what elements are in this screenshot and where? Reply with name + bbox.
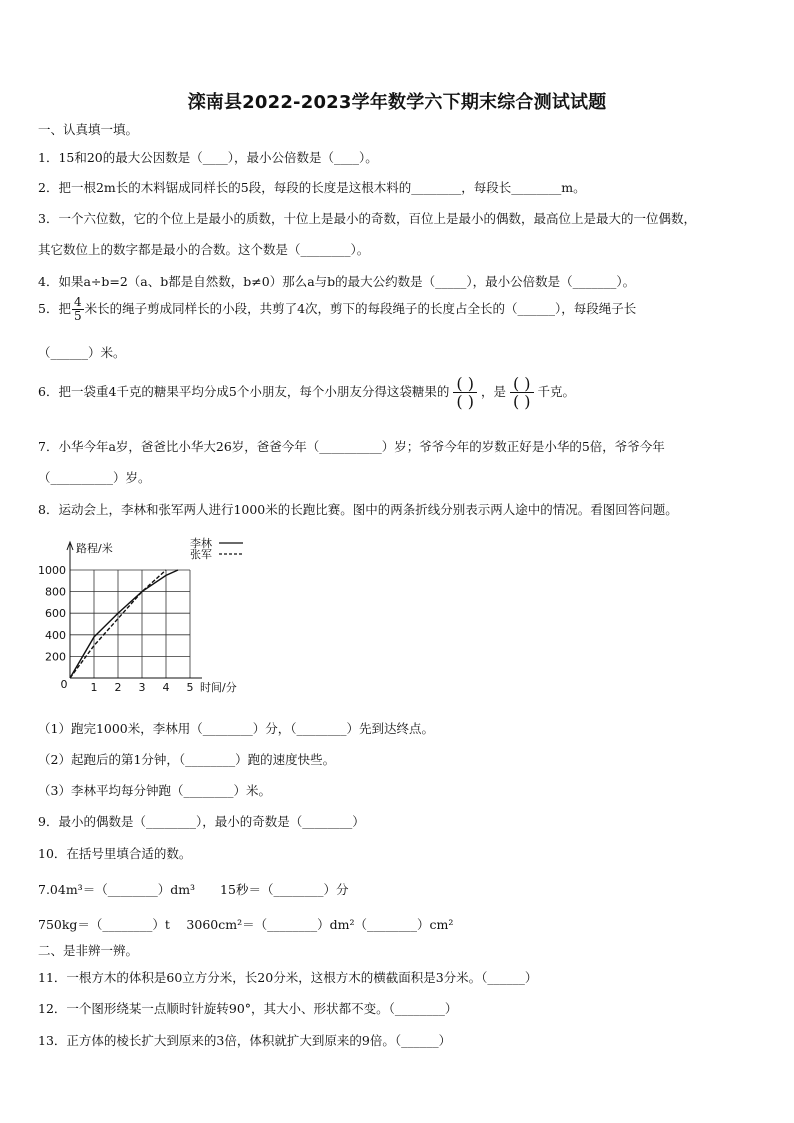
fraction-blank-denominator: ( ) (456, 392, 474, 411)
legend-label: 张军 (190, 548, 212, 561)
question-5-line-1 (38, 296, 636, 323)
x-tick-label: 1 (90, 681, 98, 694)
x-axis-label: 时间/分 (200, 681, 237, 694)
section-heading-2: 二、是非辨一辨。 (38, 943, 139, 958)
question-10: 10．在括号里填合适的数。 (38, 846, 192, 861)
question-13: 13．正方体的棱长扩大到原来的3倍，体积就扩大到原来的9倍。（______） (38, 1033, 452, 1048)
question-10-line-b: 750kg＝（________）t 3060cm²＝（________）dm²（________）cm² (38, 917, 454, 932)
question-2: 2．把一根2m长的木料锯成同样长的5段，每段的长度是这根木料的________，每段长________m。 (38, 180, 586, 195)
x-tick-label: 4 (162, 681, 170, 694)
question-11: 11．一根方木的体积是60立方分米，长20分米，这根方木的横截面积是3分米。（______） (38, 970, 538, 985)
question-6 (38, 375, 575, 410)
y-tick-label: 200 (45, 650, 66, 664)
question-8-3: （3）李林平均每分钟跑（________）米。 (38, 783, 271, 798)
question-9: 9．最小的偶数是（________），最小的奇数是（________） (38, 814, 365, 829)
question-8-2: （2）起跑后的第1分钟，（________）跑的速度快些。 (38, 752, 336, 767)
fraction-blank-numerator: ( ) (453, 375, 477, 393)
fraction-blank-1 (453, 375, 477, 410)
series-line-1 (70, 570, 178, 678)
q6-prefix: 6．把一袋重4千克的糖果平均分成5个小朋友，每个小朋友分得这袋糖果的 (38, 384, 450, 399)
race-line-chart (30, 530, 260, 700)
question-7-line-2: （__________）岁。 (38, 470, 151, 485)
y-tick-label: 800 (45, 585, 66, 599)
question-10-line-a: 7.04m³＝（________）dm³ 15秒＝（________）分 (38, 882, 349, 897)
page-title: 滦南县2022-2023学年数学六下期末综合测试试题 (187, 92, 607, 113)
question-8: 8．运动会上，李林和张军两人进行1000米的长跑比赛。图中的两条折线分别表示两人途中的情况。看图回答问题。 (38, 502, 678, 517)
y-tick-label: 400 (45, 628, 66, 642)
q5-suffix: 米长的绳子剪成同样长的小段，共剪了4次，剪下的每段绳子的长度占全长的（______），每段绳子长 (84, 301, 637, 316)
fraction-denominator: 5 (73, 309, 82, 323)
x-tick-label: 2 (114, 681, 122, 694)
q5-prefix: 5．把 (38, 301, 71, 316)
question-4: 4．如果a÷b=2（a、b都是自然数，b≠0）那么a与b的最大公约数是（_____），最小公倍数是（_______）。 (38, 274, 636, 289)
q6-mid: ，是 (480, 384, 506, 399)
question-8-1: （1）跑完1000米，李林用（________）分，（________）先到达终点。 (38, 721, 435, 736)
q6-suffix: 千克。 (537, 384, 576, 399)
legend-label: 李林 (190, 537, 212, 550)
x-tick-label: 3 (138, 681, 146, 694)
question-5-line-2: （______）米。 (38, 345, 126, 360)
y-tick-label: 600 (45, 607, 66, 621)
section-heading-1: 一、认真填一填。 (38, 122, 139, 137)
question-12: 12．一个图形绕某一点顺时针旋转90°，其大小、形状都不变。（________） (38, 1001, 458, 1016)
question-3-line-1: 3．一个六位数，它的个位上是最小的质数，十位上是最小的奇数，百位上是最小的偶数，最高位上是最大的一位偶数， (38, 211, 696, 226)
question-1: 1．15和20的最大公因数是（____），最小公倍数是（____）。 (38, 150, 378, 165)
fraction-four-fifths (72, 296, 84, 323)
y-axis-label: 路程/米 (76, 542, 113, 555)
fraction-blank-denominator: ( ) (512, 392, 531, 411)
y-tick-label: 1000 (38, 564, 66, 577)
fraction-blank-numerator: ( ) (510, 375, 534, 393)
question-7-line-1: 7．小华今年a岁，爸爸比小华大26岁，爸爸今年（__________）岁；爷爷今年的岁数正好是小华的5倍，爷爷今年 (38, 439, 665, 454)
fraction-blank-2 (510, 375, 534, 410)
origin-label: 0 (60, 678, 68, 691)
x-tick-label: 5 (186, 681, 194, 694)
fraction-numerator: 4 (73, 295, 82, 309)
question-3-line-2: 其它数位上的数字都是最小的合数。这个数是（________）。 (38, 242, 370, 257)
